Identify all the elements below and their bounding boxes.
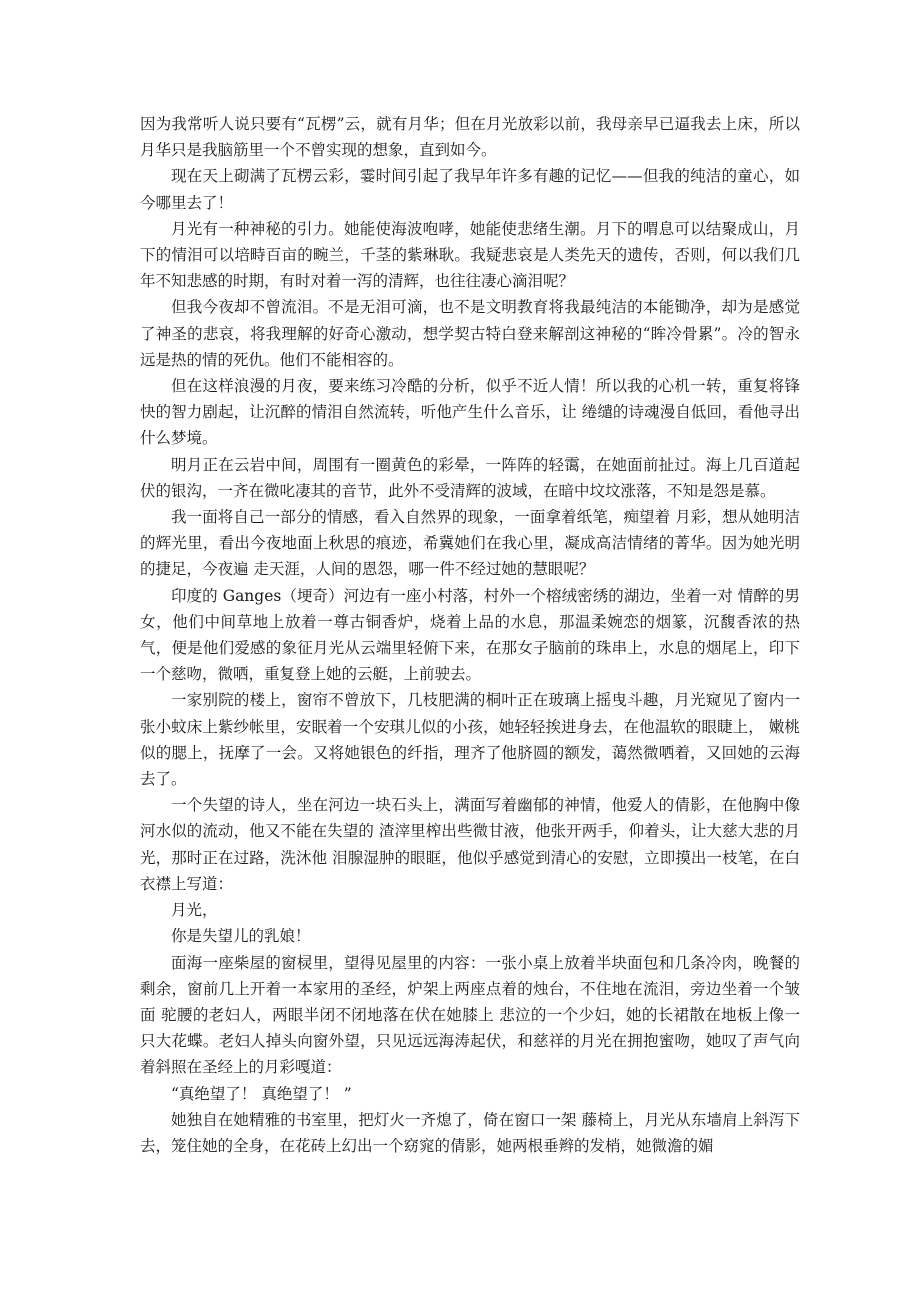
- paragraph-2: 现在天上砌满了瓦楞云彩，霎时间引起了我早年许多有趣的记忆——但我的纯洁的童心，如今哪里去了！: [140, 167, 800, 212]
- paragraph-1: 因为我常听人说只要有“瓦楞”云，就有月华；但在月光放彩以前，我母亲早已逼我去上床，所以月华只是我脑筋里一个不曾实现的想象，直到如今。: [140, 115, 800, 160]
- paragraph-15: 她独自在她精雅的书室里，把灯火一齐熄了，倚在窗口一架 藤椅上，月光从东墙肩上斜泻下去，笼住她的全身，在花砖上幻出一个窈窕的倩影，她两根垂辫的发梢，她微澹的媚: [140, 1110, 800, 1155]
- paragraph-5: 但在这样浪漫的月夜，要来练习冷酷的分析，似乎不近人情！所以我的心机一转，重复将锋快的智力剧起，让沉醉的情泪自然流转，听他产生什么音乐，让 绻缱的诗魂漫自低回，看他寻出什么梦境。: [140, 377, 800, 448]
- paragraph-9: 一家别院的楼上，窗帘不曾放下，几枝肥满的桐叶正在玻璃上摇曳斗趣，月光窥见了窗内一张小蚊床上紫纱帐里，安眠着一个安琪儿似的小孩，她轻轻挨进身去，在他温软的眼睫上， 嫩桃似的腮上，抚摩了一会。又将她银色的纤指，理齐了他脐圆的额发，蔼然微哂着，又回她的云海去了。: [140, 691, 800, 789]
- poem-line-2: 你是失望儿的乳娘！: [171, 927, 311, 946]
- paragraph-4: 但我今夜却不曾流泪。不是无泪可滴，也不是文明教育将我最纯洁的本能锄净，却为是感觉了神圣的悲哀，将我理解的好奇心激动，想学契古特白登来解剖这神秘的“眸冷骨累”。冷的智永远是热的情的死仇。他们不能相容的。: [140, 298, 800, 369]
- document-page: [140, 111, 800, 1159]
- paragraph-8: 印度的 Ganges（埂奇）河边有一座小村落，村外一个榕绒密绣的湖边，坐着一对 情醉的男女，他们中间草地上放着一尊古铜香炉，烧着上品的水息，那温柔婉恋的烟篆，沉馥香浓的热气，便是他们爱感的象征月光从云端里轻俯下来，在那女子脑前的珠串上，水息的烟尾上，印下一个慈吻，微哂，重复登上她的云艇，上前驶去。: [140, 586, 800, 684]
- paragraph-6: 明月正在云岩中间，周围有一圈黄色的彩晕，一阵阵的轻霭，在她面前扯过。海上几百道起伏的银沟，一齐在微叱凄其的音节，此外不受清辉的波域，在暗中坟坟涨落，不知是怨是慕。: [140, 455, 800, 500]
- quote-line: “真绝望了！ 真绝望了！ ”: [171, 1084, 352, 1103]
- paragraph-3: 月光有一种神秘的引力。她能使海波咆哮，她能使悲绪生潮。月下的喟息可以结聚成山，月下的情泪可以培畤百亩的畹兰，千茎的紫琳耿。我疑悲哀是人类先天的遗传，否则，何以我们几年不知悲感的时期，有时对着一泻的清辉，也往往凄心滴泪呢？: [140, 219, 800, 291]
- paragraph-7: 我一面将自己一部分的情感，看入自然界的现象，一面拿着纸笔，痴望着 月彩，想从她明洁的辉光里，看出今夜地面上秋思的痕迹，希冀她们在我心里，凝成高洁情绪的菁华。因为她光明的捷足，今夜遍 走天涯，人间的恩怨，哪一件不经过她的慧眼呢？: [140, 508, 800, 579]
- poem-line-1: 月光，: [171, 901, 218, 920]
- paragraph-10: 一个失望的诗人，坐在河边一块石头上，满面写着幽郁的神情，他爱人的倩影，在他胸中像河水似的流动，他又不能在失望的 渣滓里榨出些微甘液，他张开两手，仰着头，让大慈大悲的月光，那时正在过路，洗沐他 泪腺湿肿的眼眶，他似乎感觉到清心的安慰，立即摸出一枝笔，在白衣襟上写道：: [140, 796, 800, 893]
- paragraph-13: 面海一座柴屋的窗棂里，望得见屋里的内容：一张小桌上放着半块面包和几条冷肉，晚餐的剩余，窗前几上开着一本家用的圣经，炉架上两座点着的烛台，不住地在流泪，旁边坐着一个皱面 驼腰的老妇人，两眼半闭不闭地落在伏在她膝上 悲泣的一个少妇，她的长裙散在地板上像一只大花蝶。老妇人掉头向窗外望，只见远远海涛起伏，和慈祥的月光在拥抱蜜吻，她叹了声气向着斜照在圣经上的月彩嘎道：: [140, 953, 800, 1077]
